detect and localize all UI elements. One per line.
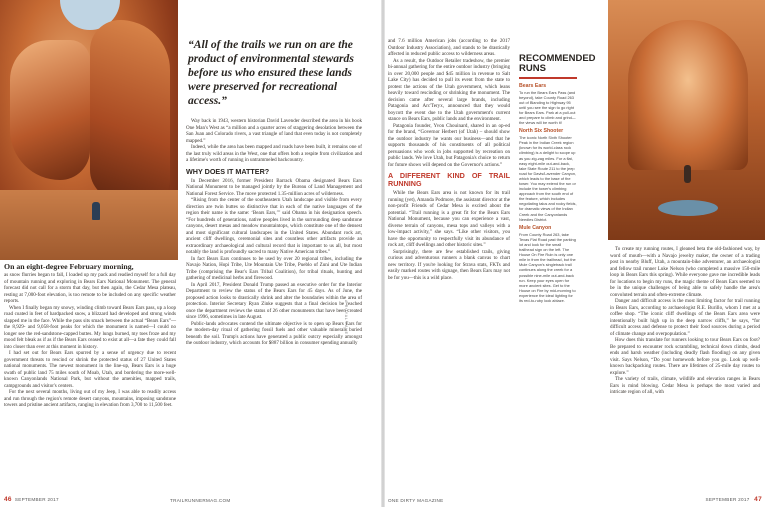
body-column xyxy=(610,246,760,396)
site-url: TRAILRUNNERMAG.COM xyxy=(170,498,231,503)
page-number: 46 xyxy=(4,496,12,503)
paragraph: As a result, the Outdoor Retailer tradeshow, the premier bi-annual gathering for the entire outdoor industry (bringing in over 20,000 people and $45 million in revenue to Salt Lake City) has decided to pull its event from the state to protest the actions of the Utah government, which leans heavily toward rescinding or shrinking the monument. The decision came after several large brands, including Patagonia and Arc'Teryx, announced that they would boycott the event due to the Utah government's current stance on Bears Ears, public lands and the environment. xyxy=(388,57,510,122)
body-column xyxy=(388,38,510,281)
paragraph: When I finally began my snowy, winding climb toward Bears Ears pass, up a loop road coated in feet of hardpacked snow, a blizzard had developed and strong winds slapped me in the face. While the pass sits smack between the actual “Bears Ears”—the 8,929- and 9,058-foot peaks for which the monument is named—I could no longer see the red-sandstone-capped buttes. My lungs burned, my toes froze and my mood felt bleak as if as if the Bears Ears ceased to exist at all—a fate they could fall into closer than ever at this moment in history. xyxy=(4,304,176,350)
rock-formation xyxy=(90,20,170,200)
runner-figure xyxy=(92,202,100,220)
lede-kicker: On an eight-degree February morning, xyxy=(4,262,134,271)
left-page xyxy=(0,0,382,507)
body-column xyxy=(186,118,362,347)
paragraph: To create my running routes, I gleaned beta the old-fashioned way, by word of mouth—with a Navajo jewelry maker, the owner of a trading post in nearby Bluff, Utah, a mountain-bike adventurer, an archaeologist and fellow trail runner Luke Nelson (who completed a massive 150-mile loop in Bears Ears this spring). While everyone gave me incredible leads for locations to begin my runs, the magic theme of Bears Ears seemed to be in the unique challenges of being able to safely handle the area's convoluted terrain and often-extreme climate. xyxy=(610,246,760,298)
paragraph: Indeed, while the area has been mapped and roads have been built, it remains one of the last truly wild areas in the West, one that offers both a respite from civilization and a lifetime's worth of running in untrammeled backcountry. xyxy=(186,144,362,163)
paragraph: How does this translate for runners looking to tour Bears Ears on foot? Be prepared to encounter rock scrambling, technical down climbs, dead ends and harsh weather (including deadly flash flooding) on any given visit. Says Nelson, “Do your homework before you go. Look up well-known backpacking routes. There are lifetimes of 25-mile day routes to explore.” xyxy=(610,337,760,376)
paragraph: In fact Bears Ears continues to be used by over 20 regional tribes, including the Navajo Nation, Hopi Tribe, Ute Mountain Ute Tribe, Pueblo of Zuni and Ute Indian Tribe (comprising the Bear's Ears Tribal Coalition), for tribal rituals, hunting and gathering of medicinal herbs and firewood. xyxy=(186,255,362,281)
lede-column xyxy=(4,262,176,409)
paragraph: Patagonia founder, Yvon Chouinard, shared in an op-ed for the brand, “Governor Herbert (of Utah) – should show the outdoor industry he wants our business—and that he supports thousands of his constituents of all political persuasions who work in jobs supported by recreation on public lands. We love Utah, but Patagonia's choice to return for future shows will depend on the Governor's actions.” xyxy=(388,122,510,168)
paragraph: Public-lands advocates contend the ultimate objective is to open up Bears Ears for the modern-day ritual of gathering fossil fuels and other valuable minerals buried beneath the soil. Trump's actions have generated a public outcry especially amongst the outdoor industry, which accounts for $887 billion in consumer spending annually xyxy=(186,320,362,346)
pull-quote: “All of the trails we run on are the product of environmental stewards before us who ensured these lands were preserved for recreational access.” xyxy=(188,38,354,107)
paragraph: For the next several months, living out of my Jeep, I was able to readily access and run through the region's remote desert canyons, mountains, imposing sandstone towers and pristine ancient artifacts, ranging in elevation from 3,700 to 11,500 feet. xyxy=(4,389,176,408)
paragraph: and 7.6 million American jobs (according to the 2017 Outdoor Industry Association), and stands to be drastically affected in reduced public access to wilderness areas. xyxy=(388,38,510,57)
paragraph: “Rising from the center of the southeastern Utah landscape and visible from every direction are twin buttes so distinctive that in each of the native languages of the region their name is the same: ‘Bears Ears,’” said Obama in his designation speech. “For hundreds of generations, native peoples lived in the surrounding deep sandstone canyons, desert mesas and meadow mountaintops, which constitute one of the densest and most significant cultural landscapes in the United States. Abundant rock art, ancient cliff dwellings, ceremonial sites and countless other artifacts provide an extraordinary archaeological and cultural record that is important to us all, but most notably the land is profoundly sacred to many Native American tribes.” xyxy=(186,197,362,255)
magazine-name: ONE DIRTY MAGAZINE xyxy=(388,498,444,503)
right-page xyxy=(383,0,765,507)
paragraph: While the Bears Ears area is not known for its trail running (yet), Amanda Podmore, the assistant director at the non-profit Friends of Cedar Mesa is excited about the potential. “Trail running is a great fit for the Bears Ears National Monument, because you can experience a vast, diverse terrain of canyons, mesa tops and valleys with a low-impact activity,” she says. “Like other visitors, you have the opportunity to respectfully visit its abundance of rock art, cliff dwellings and other historic sites.” xyxy=(388,190,510,248)
paragraph: Way back in 1943, western historian David Lavender described the area in his book One Man's West as “a million and a quarter acres of staggering desolation between the San Juan and Colorado rivers, a vast triangle of land that even today is not completely mapped.” xyxy=(186,118,362,144)
page-gutter xyxy=(381,0,385,507)
sidebar-title: RECOMMENDED RUNS xyxy=(519,53,596,74)
run-description: From County Road 263, take Texas Flat Road past the parking lot and look for the small trailhead sign on the left. The House On Fire Ruin is only one mile in from the trailhead, but the Mule Canyon's singletrack trail continues along the creek for a possible nine-mile out-and-back run. Keep your eyes open for more ancient sites. Get to the House on Fire by mid-morning to experience the ideal lighting for its red-to-ruby look ablaze. xyxy=(519,231,576,303)
run-name: Mule Canyon xyxy=(519,224,552,231)
paragraph: as snow flurries began to fall, I loaded up my pack and readied myself for a full day of mountain running and exploring in Bears Ears National Monument. The general forecast did not call for a storm that day, but then again, the Cedar Mesa plateau, resting at 7,000-foot elevation, is too remote to be included on any specific weather reports. xyxy=(4,272,176,304)
paragraph: Surprisingly, there are few established trails, giving curious and adventurous runners a blank canvas to chart new territory. If you're looking for Strava stats, FKTs and easily marked routes with signage, then Bears Ears may not be for you—this is a wild place. xyxy=(388,248,510,281)
page-footer-left xyxy=(4,496,59,503)
paragraph: In December 2016, former President Barrack Obama designated Bears Ears National Monument to be managed jointly by the Bureau of Land Management and National Forest Service. The move protected 1.35-million acres of wilderness. xyxy=(186,177,362,197)
paragraph: The variety of trails, climate, wildlife and elevation ranges in Bears Ears is mind blowing. Cedar Mesa is perhaps the most varied and intricate region of all, with xyxy=(610,376,760,395)
recommended-runs-sidebar xyxy=(519,53,596,303)
paragraph: Danger and difficult access is the most limiting factor for trail running in Bears Ears, according to archaeologist R.E. Burillo, whom I met at a coffee shop. “The iconic cliff dwellings of the Bears Ears area were intentionally built high up in the deep narrow cliffs,” he says, “for difficult access and defense to protect their food sources during a period of climate change and overpopulation.” xyxy=(610,298,760,337)
page-footer-right xyxy=(706,496,762,503)
divider xyxy=(519,77,577,79)
page-number: 47 xyxy=(754,496,762,503)
water-pool xyxy=(658,200,718,216)
canyon-photo xyxy=(0,0,178,260)
canyon-floor xyxy=(0,190,178,260)
byline: A ROYAL LAKE xyxy=(344,300,348,335)
canyon-photo xyxy=(608,0,765,240)
run-description: To run the Bears Ears Pass (and beyond), take County Road 263 out of Blanding to Highway 95 until you see the sign to go right for Bears Ears. Park at a pull-out and prepare to climb and grind—the views will be worth it! xyxy=(519,89,576,126)
issue-date: SEPTEMBER 2017 xyxy=(14,497,59,502)
issue-date: SEPTEMBER 2017 xyxy=(705,497,750,502)
paragraph: In April 2017, President Donald Trump passed an executive order for the Interior Department to review the status of the Bears Ears for 45 days. As of June, the proposed action looks to drastically shrink and alter the boundaries within the area of protection. Interior Secretary Ryan Zinke suggests that a final decision be reached once the department reviews the status of 26 other monuments that have been created since 1996, sometimes in late August. xyxy=(186,281,362,320)
rock-arch xyxy=(628,20,748,170)
runner-figure xyxy=(684,165,691,183)
rock-formation xyxy=(10,40,90,180)
run-description: The iconic North Sixth Shooter Peak in the Indian Creek region (known for its world-class rock climbing) is a delight to scope up as you zig-zag miles. For a flat, easy eight-mile out-and-back, take State Route 211 to the jeep road for Davis/Lavender Canyon, which leads to the base of the tower. You may extend the run or include the tower's climbing approach from the south end of the feature, which includes negotiating talus and rocky fields, for dramatic views of the Indian Creek and the Canyonlands Needles District. xyxy=(519,135,577,222)
section-heading: WHY DOES IT MATTER? xyxy=(186,166,270,176)
run-name: Bears Ears xyxy=(519,82,547,89)
paragraph: I had set out for Bears Ears spurred by a sense of urgency due to recent government threats to rescind or shrink the protected status of 27 United States national monuments. The newest monument in the line-up, Bears Ears is a huge swath of public land 75 miles south of Moab, Utah, and bordering the more-well-known Canyonlands National Park, but without the amenities, mapped trails, campgrounds and visitor's centers. xyxy=(4,350,176,389)
run-name: North Six Shooter xyxy=(519,128,564,135)
section-heading: A DIFFERENT KIND OF TRAIL RUNNING xyxy=(388,171,510,188)
